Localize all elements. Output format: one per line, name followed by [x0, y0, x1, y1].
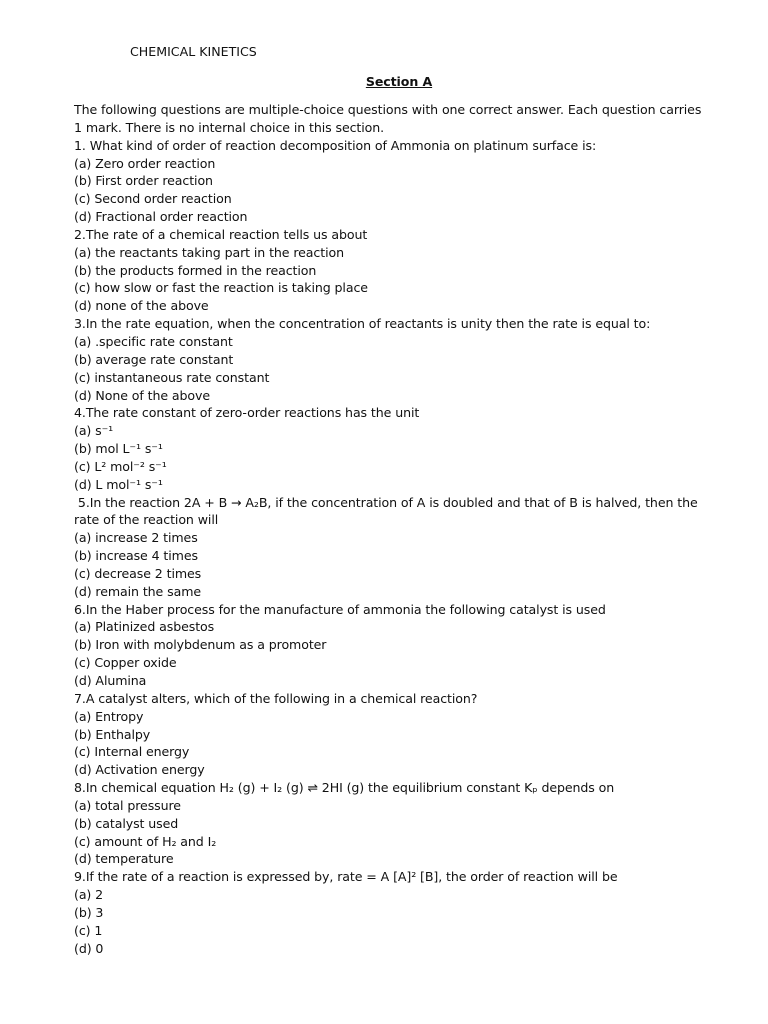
option: (b) average rate constant: [74, 351, 234, 367]
option: (a) 2: [74, 887, 104, 903]
option: (a) total pressure: [74, 797, 181, 813]
option: (a) Entropy: [74, 708, 144, 724]
option: (b) mol L⁻¹ s⁻¹: [74, 441, 163, 457]
option: (d) none of the above: [74, 298, 209, 314]
question-3: 3.In the rate equation, when the concentration of reactants is unity then the rate is equal to:: [74, 316, 651, 332]
option: (d) remain the same: [74, 583, 202, 599]
question-8: 8.In chemical equation H₂ (g) + I₂ (g) ⇌ 2HI (g) the equilibrium constant Kₚ depends on: [74, 780, 615, 796]
option: (b) the products formed in the reaction: [74, 262, 317, 278]
option: (c) decrease 2 times: [74, 565, 202, 581]
intro-line: The following questions are multiple-choice questions with one correct answer. Each question carries: [74, 102, 702, 117]
option: (c) L² mol⁻² s⁻¹: [74, 458, 167, 474]
option: (a) .specific rate constant: [74, 333, 233, 349]
option: (c) instantaneous rate constant: [74, 369, 270, 385]
intro-line: 1 mark. There is no internal choice in this section.: [74, 119, 385, 135]
question-1: 1. What kind of order of reaction decomposition of Ammonia on platinum surface is:: [74, 137, 597, 153]
option: (b) Enthalpy: [74, 726, 151, 742]
option: (c) Second order reaction: [74, 191, 232, 207]
option: (d) Alumina: [74, 673, 147, 688]
option: (a) the reactants taking part in the reaction: [74, 244, 344, 260]
question-9: 9.If the rate of a reaction is expressed by, rate = A [A]² [B], the order of reaction will be: [74, 869, 618, 885]
option: (a) Zero order reaction: [74, 155, 216, 171]
option: (c) Copper oxide: [74, 655, 177, 671]
question-2: 2.The rate of a chemical reaction tells us about: [74, 226, 368, 242]
option: (a) s⁻¹: [74, 423, 114, 439]
option: (b) catalyst used: [74, 815, 179, 831]
option: (b) 3: [74, 904, 104, 920]
option: (d) L mol⁻¹ s⁻¹: [74, 476, 163, 492]
option: (c) 1: [74, 922, 103, 938]
question-5: 5.In the reaction 2A + B → A₂B, if the concentration of A is doubled and that of B is halved, then the: [74, 494, 698, 510]
question-5-continued: rate of the reaction will: [74, 512, 219, 528]
option: (d) Activation energy: [74, 762, 205, 778]
document-title: CHEMICAL KINETICS: [130, 44, 257, 59]
option: (a) Platinized asbestos: [74, 619, 215, 635]
document-body: [74, 101, 724, 958]
option: (d) Fractional order reaction: [74, 209, 248, 225]
option: (d) temperature: [74, 851, 174, 867]
question-7: 7.A catalyst alters, which of the following in a chemical reaction?: [74, 690, 478, 706]
option: (d) 0: [74, 940, 104, 956]
option: (b) First order reaction: [74, 173, 213, 189]
option: (c) Internal energy: [74, 744, 190, 760]
option: (c) amount of H₂ and I₂: [74, 833, 217, 849]
option: (b) increase 4 times: [74, 548, 198, 564]
option: (d) None of the above: [74, 387, 211, 403]
option: (a) increase 2 times: [74, 530, 198, 546]
section-heading: Section A: [365, 74, 433, 89]
question-4: 4.The rate constant of zero-order reactions has the unit: [74, 405, 420, 421]
option: (b) Iron with molybdenum as a promoter: [74, 637, 327, 653]
option: (c) how slow or fast the reaction is taking place: [74, 280, 368, 296]
question-6: 6.In the Haber process for the manufacture of ammonia the following catalyst is used: [74, 601, 606, 617]
